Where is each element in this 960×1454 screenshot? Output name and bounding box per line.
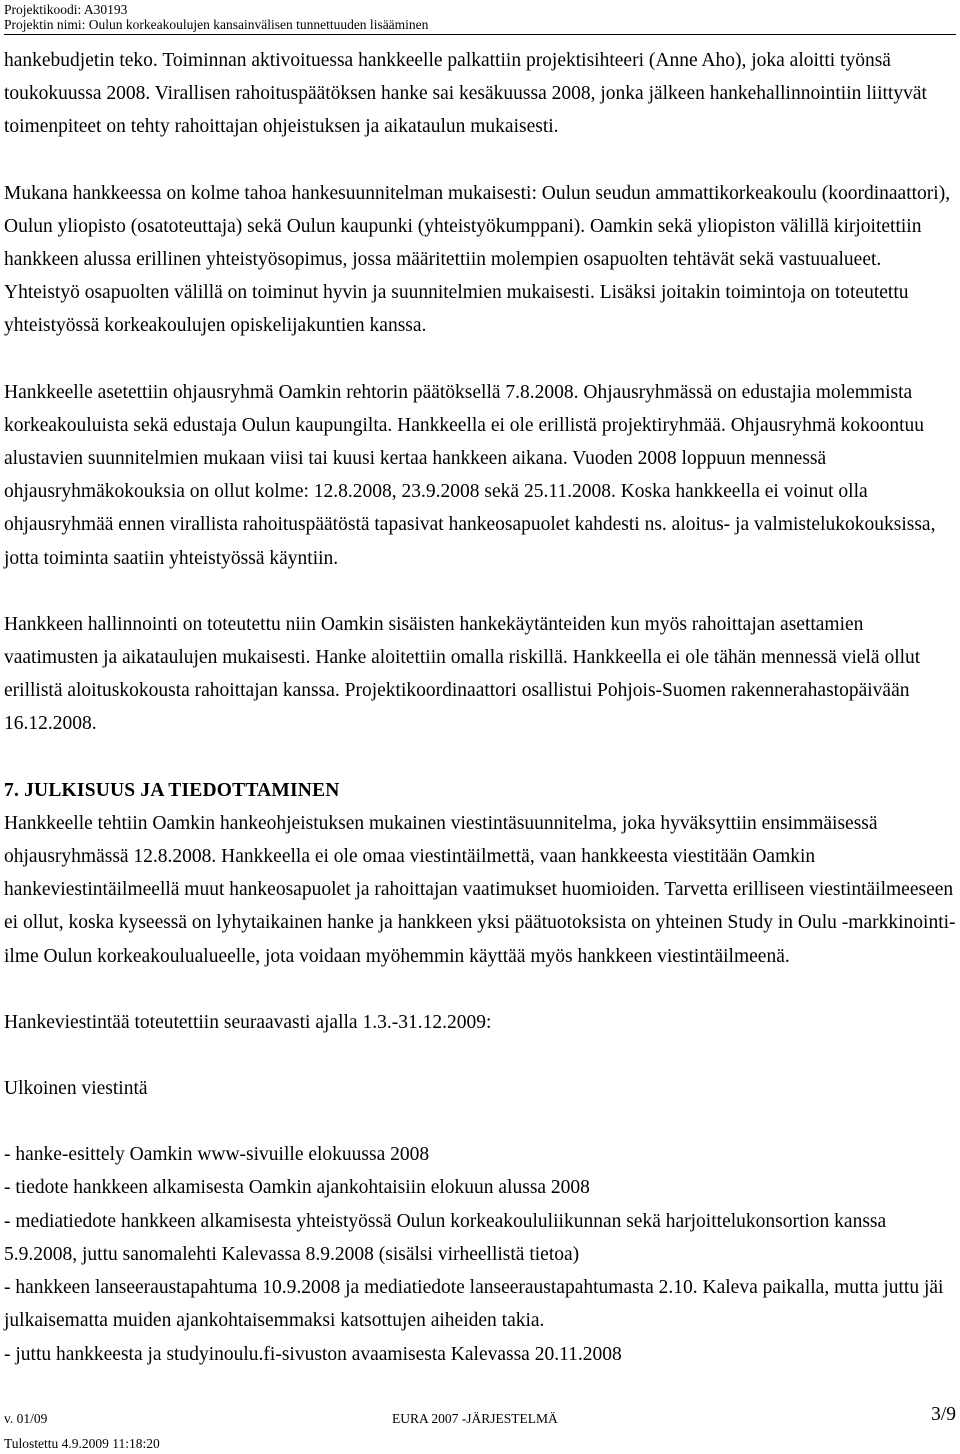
system-label: EURA 2007 -JÄRJESTELMÄ [392, 1411, 558, 1426]
document-body [4, 44, 958, 1371]
list-item: - mediatiedote hankkeen alkamisesta yhteistyössä Oulun korkeakoululiikunnan sekä harjoittelukonsortion kanssa 5.9.2008, juttu sanomalehti Kalevassa 8.9.2008 (sisälsi virheellistä tietoa) [4, 1210, 887, 1265]
paragraph-partners: Mukana hankkeessa on kolme tahoa hankesuunnitelman mukaisesti: Oulun seudun ammattikorkeakoulu (koordinaattori), Oulun yliopisto (osatoteuttaja) sekä Oulun kaupunki (yhteistyökumppani). Oamkin sekä yliopiston välillä kirjoitettiin hankkeen alussa erillinen yhteistyösopimus, jossa määritettiin molempien osapuolten tehtävät sekä vastuualueet. Yhteistyö osapuolten välillä on toiminut hyvin ja suunnitelmien mukaisesti. Lisäksi joitakin toimintoja on toteutettu yhteistyössä korkeakoulujen opiskelijakuntien kanssa. [4, 182, 951, 337]
paragraph-budget: hankebudjetin teko. Toiminnan aktivoituessa hankkeelle palkattiin projektisihteeri (Anne Aho), joka aloitti työnsä toukokuussa 2008. Virallisen rahoituspäätöksen hanke sai kesäkuussa 2008, jonka jälkeen hankehallinnointiin liittyvät toimenpiteet on tehty rahoittajan ohjeistuksen ja aikataulun mukaisesti. [4, 50, 927, 138]
page-header [4, 2, 956, 32]
paragraph-communication-period: Hankeviestintää toteutettiin seuraavasti ajalla 1.3.-31.12.2009: [4, 1011, 492, 1033]
list-item: - juttu hankkeesta ja studyinoulu.fi-sivuston avaamisesta Kalevassa 20.11.2008 [4, 1343, 622, 1365]
print-timestamp: Tulostettu 4.9.2009 11:18:20 [4, 1436, 160, 1451]
communication-list [4, 1138, 958, 1370]
list-item: - hanke-esittely Oamkin www-sivuille elokuussa 2008 [4, 1144, 430, 1166]
version-label: v. 01/09 [4, 1411, 48, 1426]
subheading-external-communication: Ulkoinen viestintä [4, 1078, 148, 1100]
project-code: Projektikoodi: A30193 [4, 2, 128, 17]
paragraph-communication-plan: Hankkeelle tehtiin Oamkin hankeohjeistuksen mukainen viestintäsuunnitelma, joka hyväksyttiin ensimmäisessä ohjausryhmässä 12.8.2008. Hankkeella ei ole omaa viestintäilmettä, vaan hankkeesta viestitään Oamkin hankeviestintäilmeellä muut hankeosapuolet ja rahoittajan vaatimukset huomioiden. Tarvetta erilliseen viestintäilmeeseen ei ollut, koska kyseessä on lyhytaikainen hanke ja hankkeen yksi päätuotoksista on yhteinen Study in Oulu -markkinointi-ilme Oulun korkeakoulualueelle, jota voidaan myöhemmin käyttää myös hankkeen viestintäilmeenä. [4, 812, 956, 967]
section-heading: 7. JULKISUUS JA TIEDOTTAMINEN [4, 779, 340, 801]
list-item: - tiedote hankkeen alkamisesta Oamkin ajankohtaisiin elokuun alussa 2008 [4, 1177, 590, 1199]
page-number: 3/9 [931, 1404, 956, 1425]
paragraph-administration: Hankkeen hallinnointi on toteutettu niin Oamkin sisäisten hankekäytänteiden kun myös rahoittajan asettamien vaatimusten ja aikataulujen mukaisesti. Hanke aloitettiin omalla riskillä. Hankkeella ei ole tähän mennessä vielä ollut erillistä aloituskokousta rahoittajan kanssa. Projektikoordinaattori osallistui Pohjois-Suomen rakennerahastopäivään 16.12.2008. [4, 613, 921, 735]
list-item: - hankkeen lanseeraustapahtuma 10.9.2008 ja mediatiedote lanseeraustapahtumasta 2.10. Kaleva paikalla, mutta juttu jäi julkaisematta muiden ajankohtaisemmaksi katsottujen aiheiden takia. [4, 1277, 944, 1332]
paragraph-steering-group: Hankkeelle asetettiin ohjausryhmä Oamkin rehtorin päätöksellä 7.8.2008. Ohjausryhmässä on edustajia molemmista korkeakouluista sekä edustaja Oulun kaupungilta. Hankkeella ei ole erillistä projektiryhmää. Ohjausryhmä kokoontuu alustavien suunnitelmien mukaan viisi tai kuusi kertaa hankkeen aikana. Vuoden 2008 loppuun mennessä ohjausryhmäkokouksia on ollut kolme: 12.8.2008, 23.9.2008 sekä 25.11.2008. Koska hankkeella ei voinut olla ohjausryhmää ennen virallista rahoituspäätöstä tapasivat hankeosapuolet kahdesti ns. aloitus- ja valmistelukokouksissa, jotta toiminta saatiin yhteistyössä käyntiin. [4, 381, 936, 569]
project-name: Projektin nimi: Oulun korkeakoulujen kansainvälisen tunnettuuden lisääminen [4, 17, 429, 32]
header-divider [4, 34, 956, 35]
